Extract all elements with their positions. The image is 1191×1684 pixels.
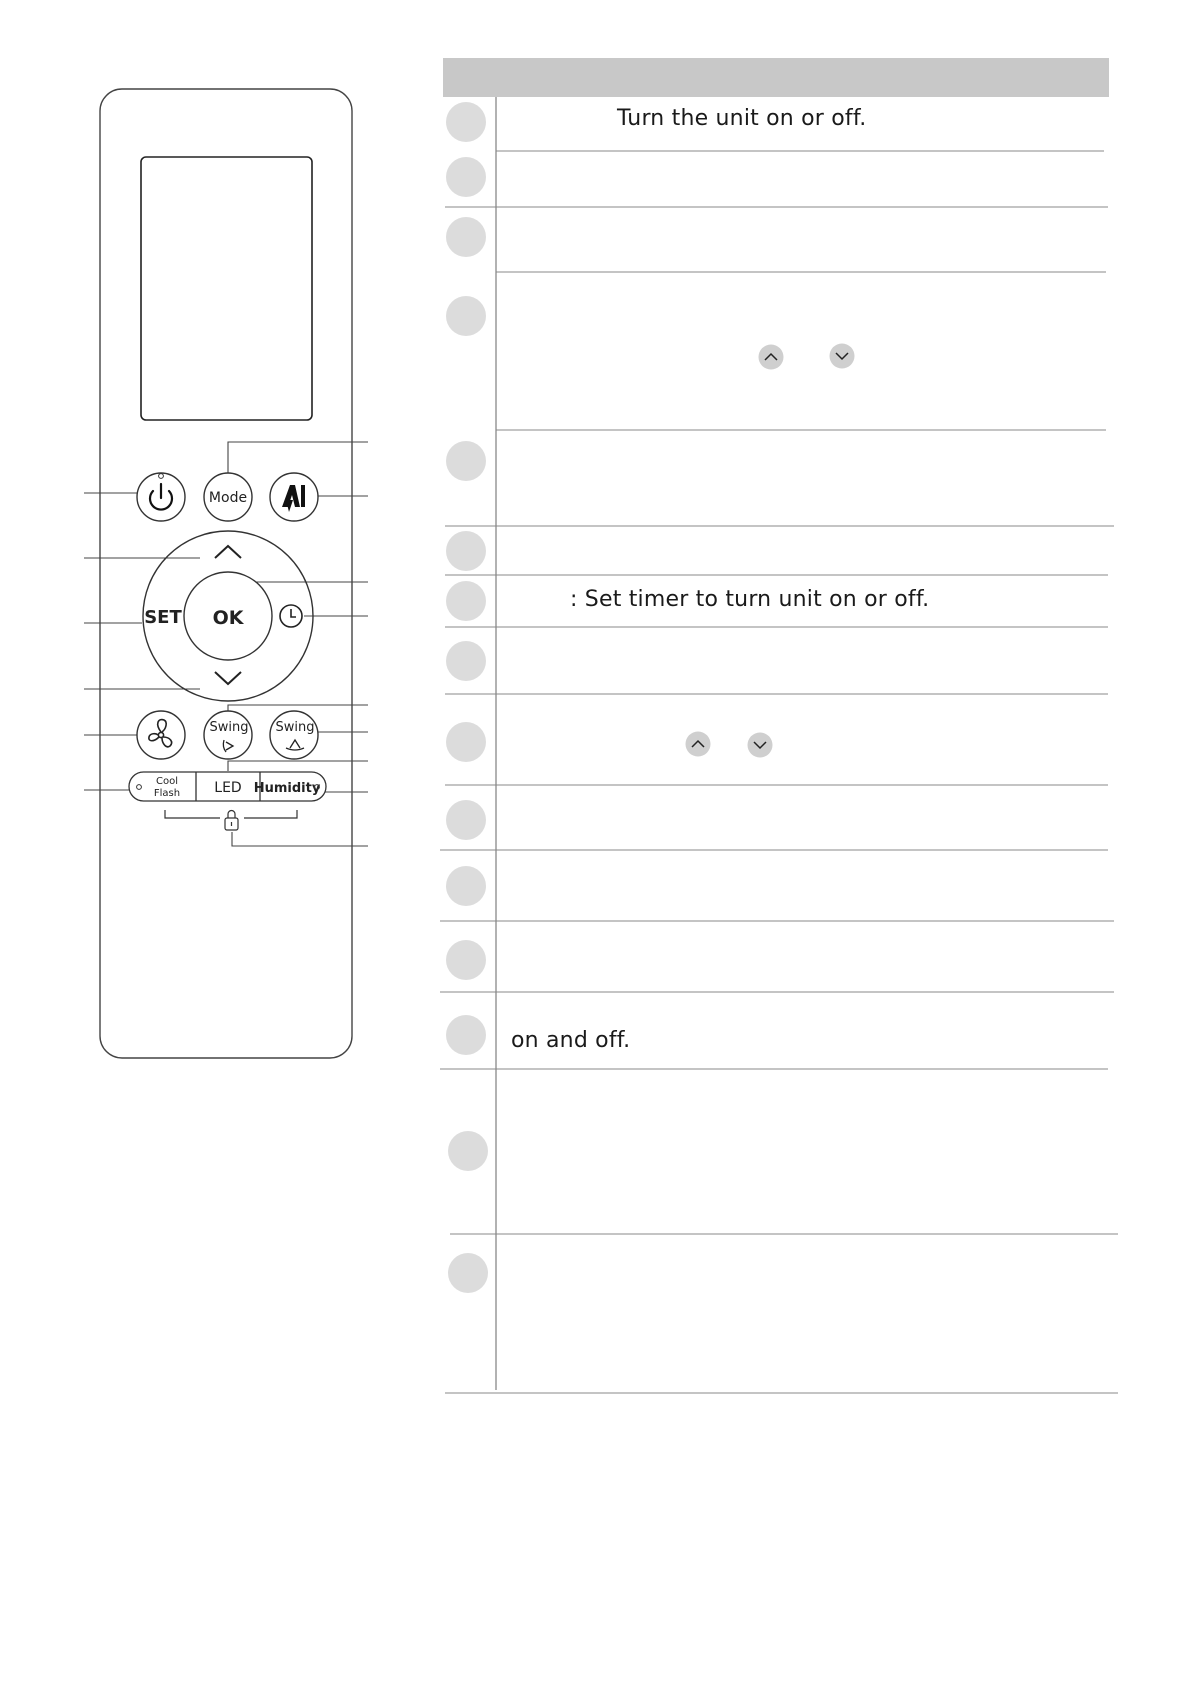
- row-number-badge-2: [446, 157, 486, 197]
- ok-button-label: OK: [212, 607, 244, 629]
- row-number-badge-9: [446, 722, 486, 762]
- row-number-badge-15: [448, 1253, 488, 1293]
- chevron-up-icon: [759, 345, 784, 370]
- table-row-icons: [686, 344, 855, 758]
- row-number-badge-4: [446, 296, 486, 336]
- row-number-badge-1: [446, 102, 486, 142]
- row-number-badge-14: [448, 1131, 488, 1171]
- chevron-down-icon: [830, 344, 855, 369]
- mode-button-label: Mode: [208, 490, 248, 506]
- table-row-7-description: : Set timer to turn unit on or off.: [570, 587, 930, 612]
- swing-vertical-label: Swing: [209, 720, 249, 735]
- cool-flash-label-line1: Cool: [156, 776, 178, 787]
- chevron-down-icon: [748, 733, 773, 758]
- row-number-badge-6: [446, 531, 486, 571]
- led-button[interactable]: LED: [214, 780, 242, 796]
- row-number-badge-12: [446, 940, 486, 980]
- table-header-bar: [443, 58, 1109, 97]
- row-number-badge-13: [446, 1015, 486, 1055]
- swing-horizontal-label: Swing: [275, 720, 315, 735]
- table-row-1-description: Turn the unit on or off.: [617, 106, 867, 131]
- row-number-badge-3: [446, 217, 486, 257]
- row-number-badge-11: [446, 866, 486, 906]
- table-row-13-description: on and off.: [511, 1028, 631, 1053]
- cool-flash-label-line2: Flash: [153, 788, 181, 799]
- row-number-badge-10: [446, 800, 486, 840]
- row-number-badge-7: [446, 581, 486, 621]
- chevron-up-icon: [686, 732, 711, 757]
- table-row-dividers: [440, 151, 1118, 1393]
- row-number-badge-5: [446, 441, 486, 481]
- table-row-number-badges: [446, 102, 488, 1293]
- humidity-label: Humidity: [253, 781, 321, 796]
- row-number-badge-8: [446, 641, 486, 681]
- set-button[interactable]: SET: [144, 607, 182, 628]
